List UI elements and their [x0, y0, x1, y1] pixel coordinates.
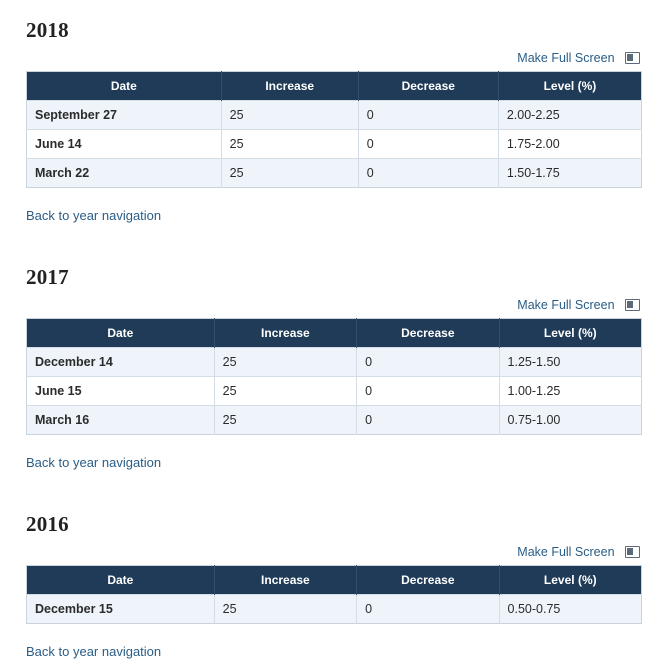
column-header-level: Level (%) [499, 566, 641, 595]
make-full-screen-button[interactable]: Make Full Screen [517, 297, 615, 312]
fullscreen-icon[interactable] [625, 546, 640, 558]
cell-date: December 14 [27, 348, 215, 377]
table-row [27, 348, 642, 377]
back-to-year-navigation-link[interactable]: Back to year navigation [26, 644, 162, 659]
fullscreen-icon[interactable] [625, 299, 640, 311]
column-header-date: Date [27, 319, 215, 348]
column-header-decrease: Decrease [358, 72, 498, 101]
table-row [27, 159, 642, 188]
table-row [27, 595, 642, 624]
year-section-2017 [26, 265, 642, 472]
cell-date: June 15 [27, 377, 215, 406]
cell-increase: 25 [214, 595, 356, 624]
section-spacer [26, 231, 642, 265]
cell-decrease: 0 [357, 348, 499, 377]
fullscreen-row [26, 49, 642, 66]
cell-date: December 15 [27, 595, 215, 624]
rates-table-2018 [26, 71, 642, 188]
cell-decrease: 0 [357, 595, 499, 624]
cell-increase: 25 [221, 130, 358, 159]
rates-table-2017 [26, 318, 642, 435]
cell-increase: 25 [214, 406, 356, 435]
column-header-level: Level (%) [499, 319, 641, 348]
cell-date: March 22 [27, 159, 222, 188]
fullscreen-row [26, 296, 642, 313]
table-row [27, 406, 642, 435]
back-to-year-navigation-link[interactable]: Back to year navigation [26, 455, 162, 470]
column-header-decrease: Decrease [357, 566, 499, 595]
cell-date: September 27 [27, 101, 222, 130]
cell-level: 0.75-1.00 [499, 406, 641, 435]
section-spacer [26, 478, 642, 512]
cell-decrease: 0 [358, 159, 498, 188]
page-title: 2016 [26, 512, 69, 536]
column-header-increase: Increase [214, 319, 356, 348]
rates-table-2016 [26, 565, 642, 624]
table-header-row [27, 319, 642, 348]
table-header-row [27, 566, 642, 595]
cell-increase: 25 [221, 101, 358, 130]
year-section-2018 [26, 18, 642, 225]
column-header-increase: Increase [221, 72, 358, 101]
cell-date: June 14 [27, 130, 222, 159]
cell-level: 1.75-2.00 [498, 130, 641, 159]
cell-level: 2.00-2.25 [498, 101, 641, 130]
cell-decrease: 0 [358, 101, 498, 130]
page-title: 2018 [26, 18, 69, 42]
column-header-decrease: Decrease [357, 319, 499, 348]
table-header-row [27, 72, 642, 101]
make-full-screen-button[interactable]: Make Full Screen [517, 50, 615, 65]
cell-level: 1.25-1.50 [499, 348, 641, 377]
column-header-level: Level (%) [498, 72, 641, 101]
back-to-year-navigation-link[interactable]: Back to year navigation [26, 208, 162, 223]
cell-level: 1.50-1.75 [498, 159, 641, 188]
make-full-screen-button[interactable]: Make Full Screen [517, 544, 615, 559]
page-title: 2017 [26, 265, 69, 289]
fullscreen-icon[interactable] [625, 52, 640, 64]
table-row [27, 130, 642, 159]
cell-increase: 25 [221, 159, 358, 188]
column-header-increase: Increase [214, 566, 356, 595]
cell-level: 0.50-0.75 [499, 595, 641, 624]
cell-level: 1.00-1.25 [499, 377, 641, 406]
cell-decrease: 0 [357, 377, 499, 406]
column-header-date: Date [27, 566, 215, 595]
cell-date: March 16 [27, 406, 215, 435]
table-row [27, 101, 642, 130]
fullscreen-row [26, 543, 642, 560]
year-section-2016 [26, 512, 642, 661]
cell-decrease: 0 [357, 406, 499, 435]
cell-increase: 25 [214, 348, 356, 377]
cell-increase: 25 [214, 377, 356, 406]
cell-decrease: 0 [358, 130, 498, 159]
column-header-date: Date [27, 72, 222, 101]
table-row [27, 377, 642, 406]
